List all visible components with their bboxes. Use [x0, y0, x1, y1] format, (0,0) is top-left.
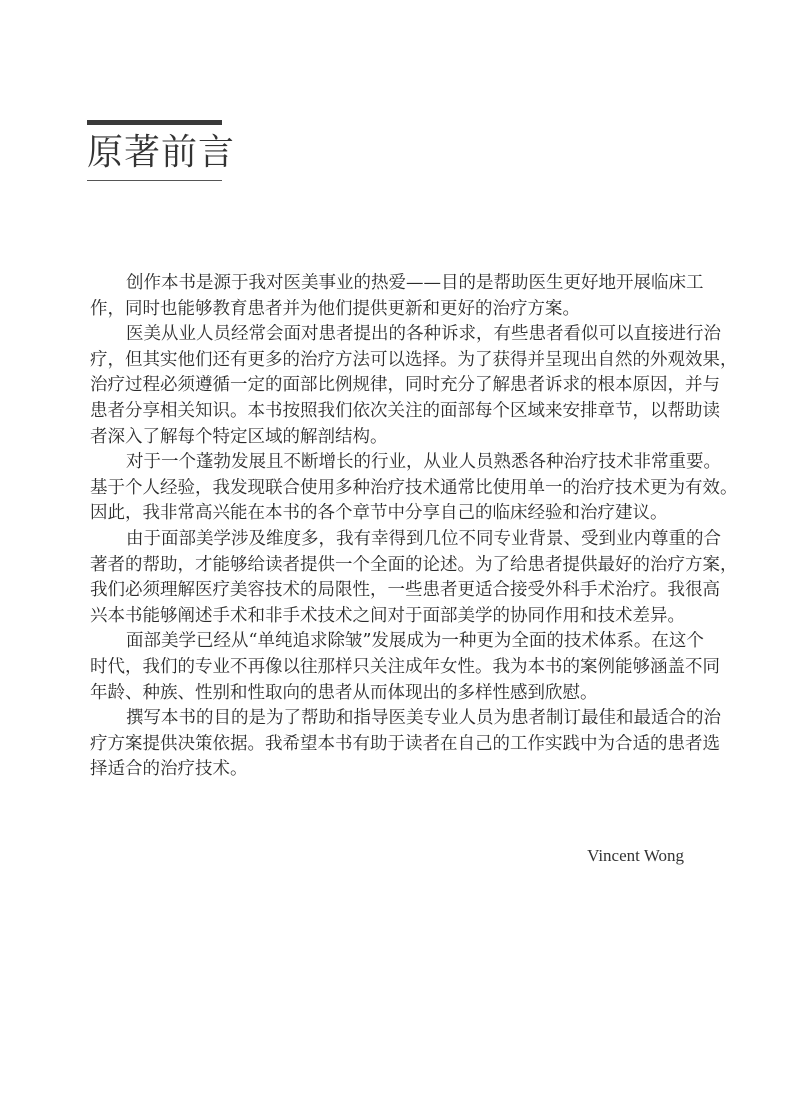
paragraph-line: 因此，我非常高兴能在本书的各个章节中分享自己的临床经验和治疗建议。 [90, 503, 668, 524]
title-top-bar [87, 120, 222, 125]
paragraph-line: 撰写本书的目的是为了帮助和指导医美专业人员为患者制订最佳和最适合的治 [126, 708, 721, 729]
paragraph-line: 年龄、种族、性别和性取向的患者从而体现出的多样性感到欣慰。 [90, 682, 598, 703]
author-signature: Vincent Wong [587, 846, 684, 865]
paragraph [90, 706, 721, 783]
paragraph-line: 由于面部美学涉及维度多，我有幸得到几位不同专业背景、受到业内尊重的合 [126, 528, 721, 549]
paragraph [90, 629, 720, 706]
title-underline [87, 180, 222, 181]
paragraph [90, 450, 738, 527]
paragraph-line: 作，同时也能够教育患者并为他们提供更新和更好的治疗方案。 [90, 298, 580, 319]
paragraph-line: 创作本书是源于我对医美事业的热爱——目的是帮助医生更好地开展临床工 [126, 273, 704, 293]
paragraph-line: 兴本书能够阐述手术和非手术技术之间对于面部美学的协同作用和技术差异。 [90, 605, 685, 626]
paragraph-line: 我们必须理解医疗美容技术的局限性，一些患者更适合接受外科手术治疗。我很高 [90, 580, 720, 601]
paragraph-line: 面部美学已经从“单纯追求除皱”发展成为一种更为全面的技术体系。在这个 [126, 631, 704, 652]
preface-body [90, 271, 738, 783]
paragraph [90, 322, 738, 450]
paragraph-line: 治疗过程必须遵循一定的面部比例规律，同时充分了解患者诉求的根本原因，并与 [90, 375, 720, 396]
paragraph-line: 时代，我们的专业不再像以往那样只关注成年女性。我为本书的案例能够涵盖不同 [90, 656, 720, 677]
paragraph-line: 患者分享相关知识。本书按照我们依次关注的面部每个区域来安排章节，以帮助读 [90, 400, 720, 421]
page-title: 原著前言 [87, 132, 236, 173]
paragraph-line: 疗，但其实他们还有更多的治疗方法可以选择。为了获得并呈现出自然的外观效果， [90, 349, 738, 370]
paragraph-line: 疗方案提供决策依据。我希望本书有助于读者在自己的工作实践中为合适的患者选 [90, 733, 720, 754]
paragraph-line: 对于一个蓬勃发展且不断增长的行业，从业人员熟悉各种治疗技术非常重要。 [126, 452, 721, 473]
paragraph-line: 医美从业人员经常会面对患者提出的各种诉求，有些患者看似可以直接进行治 [126, 324, 721, 345]
paragraph [90, 527, 738, 629]
paragraph-line: 著者的帮助，才能够给读者提供一个全面的论述。为了给患者提供最好的治疗方案， [90, 554, 738, 575]
paragraph-line: 择适合的治疗技术。 [90, 759, 248, 780]
paragraph-line: 者深入了解每个特定区域的解剖结构。 [90, 426, 388, 447]
paragraph [90, 271, 704, 322]
paragraph-line: 基于个人经验，我发现联合使用多种治疗技术通常比使用单一的治疗技术更为有效。 [90, 477, 738, 498]
